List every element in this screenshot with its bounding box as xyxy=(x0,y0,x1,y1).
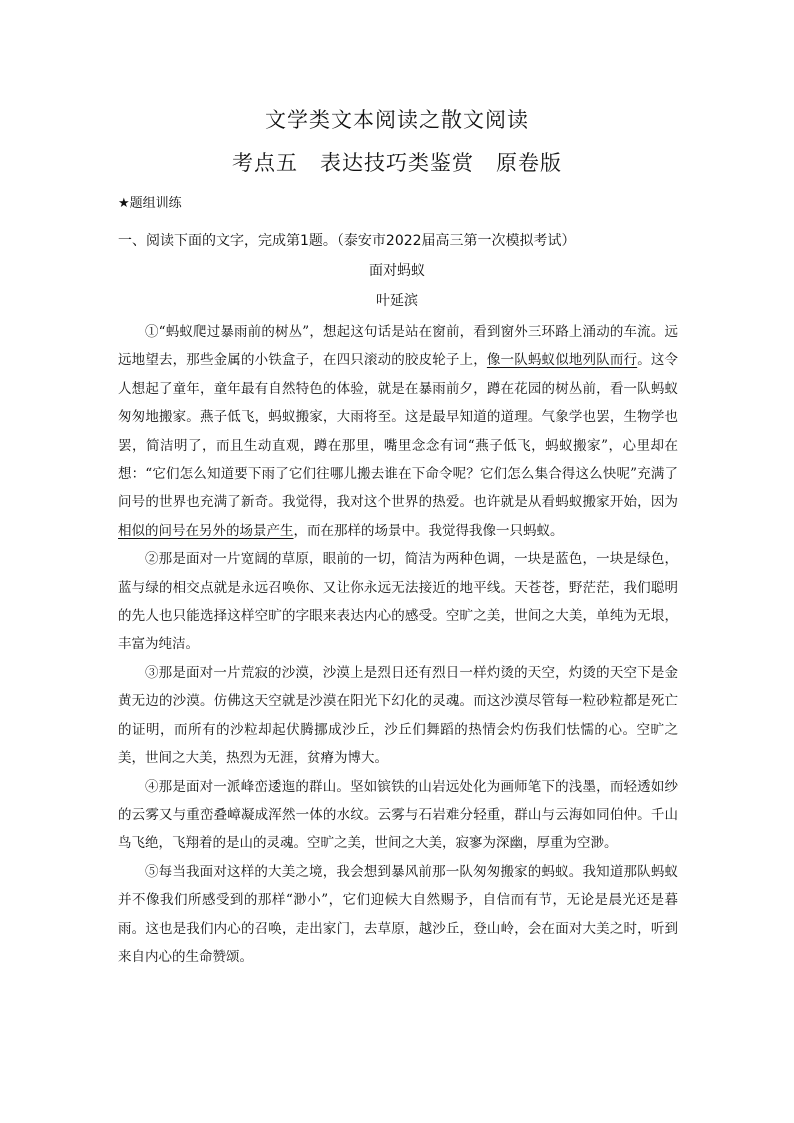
essay-author: 叶延滨 xyxy=(376,293,418,309)
paragraph-1-part-a: ①“蚂蚁爬过暴雨前的树丛”，想起这句话是站在窗前，看到窗外三环路上涌动的车流。远远地望去，那些金属的小铁盒子，在四只滚动的胶皮轮子上， xyxy=(118,324,678,369)
subtitle-topic: 考点五 xyxy=(232,151,298,175)
subtitle-category: 表达技巧类鉴赏 xyxy=(320,151,474,175)
question-intro: 一、阅读下面的文字，完成第1题。（泰安市2022届高三第一次模拟考试） xyxy=(118,233,576,249)
paragraph-4: ④那是面对一派峰峦逶迤的群山。坚如镔铁的山岩远处化为画师笔下的浅墨，而轻透如纱的云雾又与重峦叠嶂凝成浑然一体的水纹。云雾与石岩难分轻重，群山与云海如同伯仲。千山鸟飞绝，飞翔着的是山的灵魂。空旷之美，世间之大美，寂寥为深幽，厚重为空渺。 xyxy=(118,778,678,852)
paragraph-2: ②那是面对一片宽阔的草原，眼前的一切，简洁为两种色调，一块是蓝色，一块是绿色，蓝与绿的相交点就是永远召唤你、又让你永远无法接近的地平线。天苍苍，野茫茫，我们聪明的先人也只能选择这样空旷的字眼来表达内心的感受。空旷之美，世间之大美，单纯为无垠，丰富为纯洁。 xyxy=(118,551,678,653)
paragraph-1-part-b: 。这令人想起了童年，童年最有自然特色的体验，就是在暴雨前夕，蹲在花园的树丛前，看一队蚂蚁匆匆地搬家。燕子低飞，蚂蚁搬家，大雨将至。这是最早知道的道理。气象学也罢，生物学也罢，简洁明了，而且生动直观，蹲在那里，嘴里念念有词“燕子低飞，蚂蚁搬家”，心里却在想：“它们怎么知道要下雨了它们往哪儿搬去谁在下命令呢？它们怎么集合得这么快呢”充满了问号的世界也充满了新奇。我觉得，我对这个世界的热爱。也许就是从看蚂蚁搬家开始，因为 xyxy=(118,352,679,511)
paragraph-5: ⑤每当我面对这样的大美之境，我会想到暴风前那一队匆匆搬家的蚂蚁。我知道那队蚂蚁并不像我们所感受到的那样“渺小”，它们迎候大自然赐予，自信而有节，无论是晨光还是暮雨。这也是我们内心的召唤，走出家门，去草原，越沙丘，登山岭，会在面对大美之时，听到来自内心的生命赞颂。 xyxy=(118,863,678,965)
essay-title: 面对蚂蚁 xyxy=(369,263,425,279)
subtitle-version: 原卷版 xyxy=(496,151,562,175)
underlined-sentence-2: 相似的问号在另外的场景产生 xyxy=(118,522,294,539)
paragraph-3: ③那是面对一片荒寂的沙漠，沙漠上是烈日还有烈日一样灼烫的天空，灼烫的天空下是金黄无边的沙漠。仿佛这天空就是沙漠在阳光下幻化的灵魂。而这沙漠尽管每一粒砂粒都是死亡的证明，而所有的沙粒却起伏腾挪成沙丘，沙丘们舞蹈的热情会灼伤我们怯懦的心。空旷之美，世间之大美，热烈为无涯，贫瘠为博大。 xyxy=(118,664,678,767)
document-subtitle xyxy=(0,147,794,177)
paragraph-1-part-c: ，而在那样的场景中。我觉得我像一只蚂蚁。 xyxy=(293,522,564,539)
paragraph-1 xyxy=(118,318,678,545)
essay-body xyxy=(118,318,678,971)
document-title: 文学类文本阅读之散文阅读 xyxy=(265,108,529,132)
underlined-sentence-1: 像一队蚂蚁似地列队而行 xyxy=(486,352,638,369)
drill-label: ★题组训练 xyxy=(118,196,182,211)
